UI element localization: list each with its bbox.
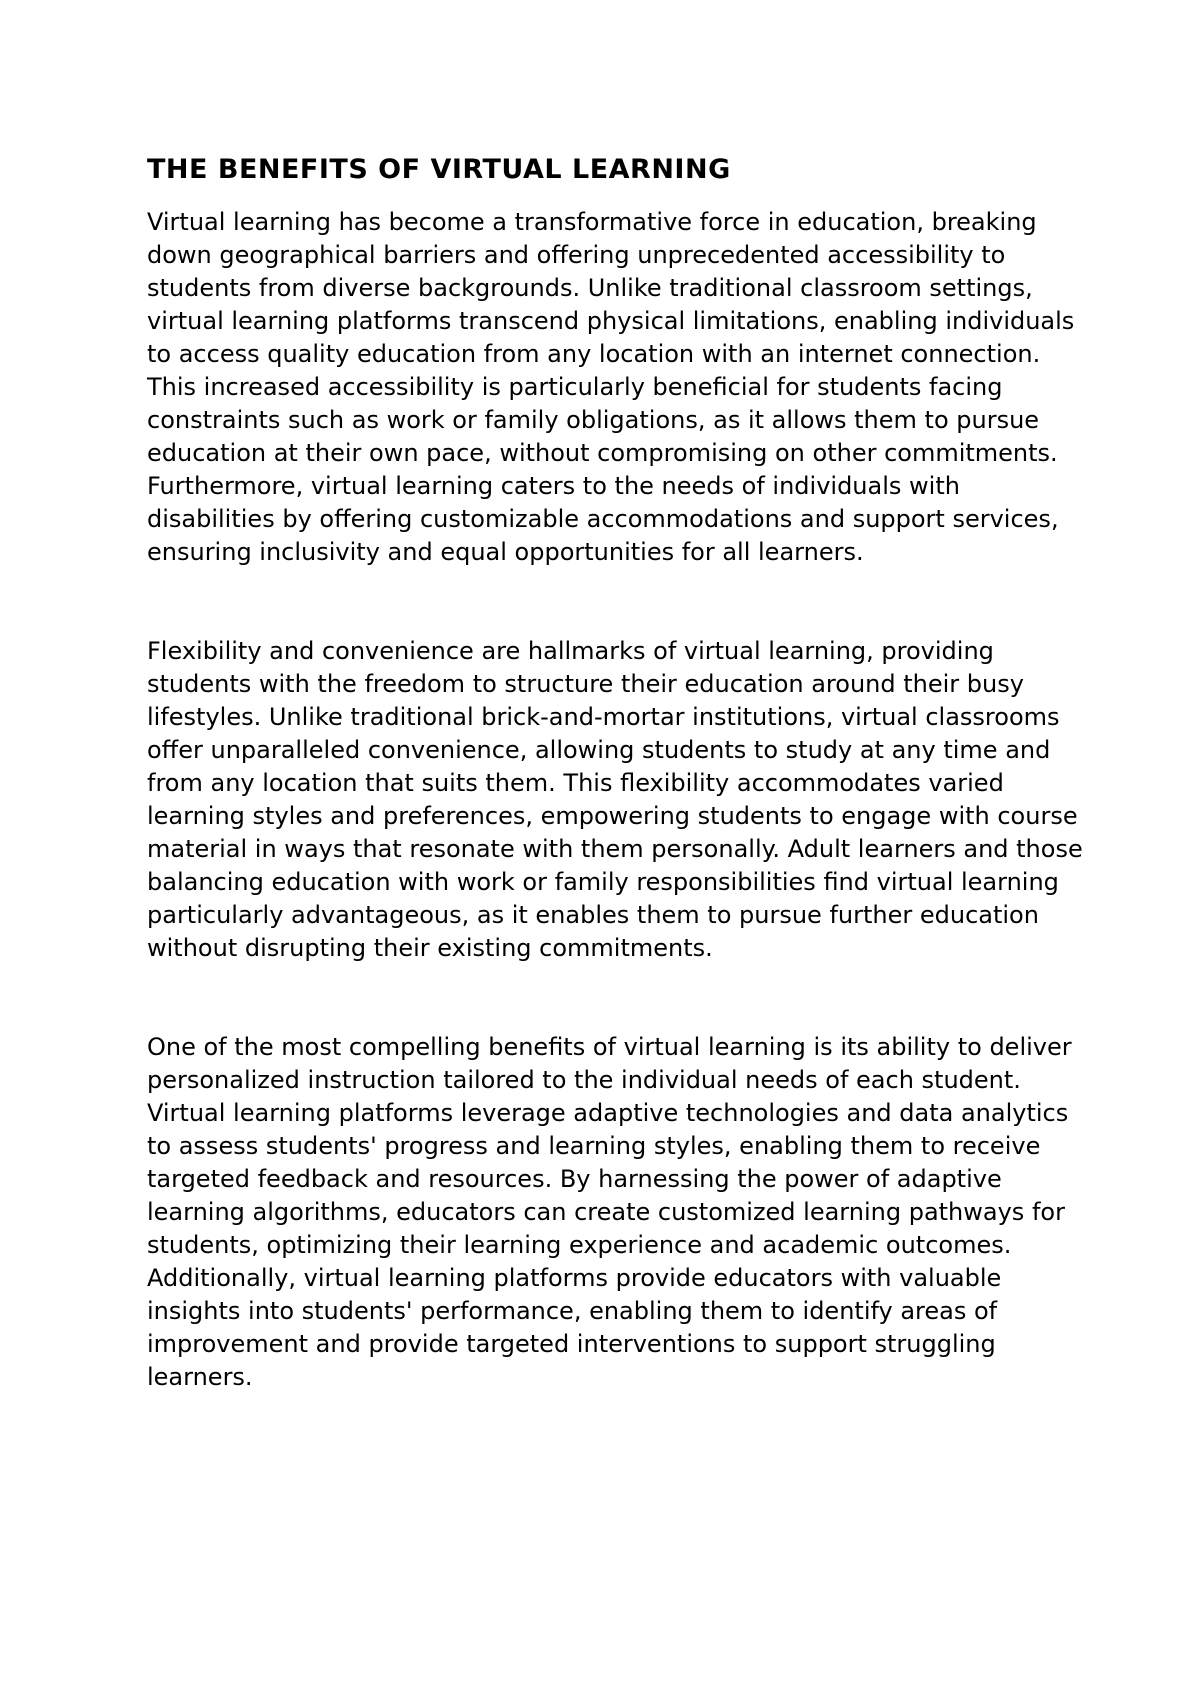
- document-title: THE BENEFITS OF VIRTUAL LEARNING: [147, 154, 731, 185]
- paragraph-accessibility: Virtual learning has become a transformative force in education, breaking down geographical barriers and offering unprecedented accessibility to students from diverse backgrounds. Unlike traditional classroom settings, virtual learning platforms transcend physical limitations, enabling individuals to access quality education from any location with an internet connection. This increased accessibility is particularly beneficial for students facing constraints such as work or family obligations, as it allows them to pursue education at their own pace, without compromising on other commitments. Furthermore, virtual learning caters to the needs of individuals with disabilities by offering customizable accommodations and support services, ensuring inclusivity and equal opportunities for all learners.: [147, 208, 1075, 566]
- paragraph-personalization: One of the most compelling benefits of virtual learning is its ability to deliver personalized instruction tailored to the individual needs of each student. Virtual learning platforms leverage adaptive technologies and data analytics to assess students' progress and learning styles, enabling them to receive targeted feedback and resources. By harnessing the power of adaptive learning algorithms, educators can create customized learning pathways for students, optimizing their learning experience and academic outcomes. Additionally, virtual learning platforms provide educators with valuable insights into students' performance, enabling them to identify areas of improvement and provide targeted interventions to support struggling learners.: [147, 1033, 1072, 1391]
- document-body: [147, 152, 1087, 1394]
- paragraph-flexibility: Flexibility and convenience are hallmarks of virtual learning, providing students with the freedom to structure their education around their busy lifestyles. Unlike traditional brick-and-mortar institutions, virtual classrooms offer unparalleled convenience, allowing students to study at any time and from any location that suits them. This flexibility accommodates varied learning styles and preferences, empowering students to engage with course material in ways that resonate with them personally. Adult learners and those balancing education with work or family responsibilities find virtual learning particularly advantageous, as it enables them to pursue further education without disrupting their existing commitments.: [147, 637, 1083, 962]
